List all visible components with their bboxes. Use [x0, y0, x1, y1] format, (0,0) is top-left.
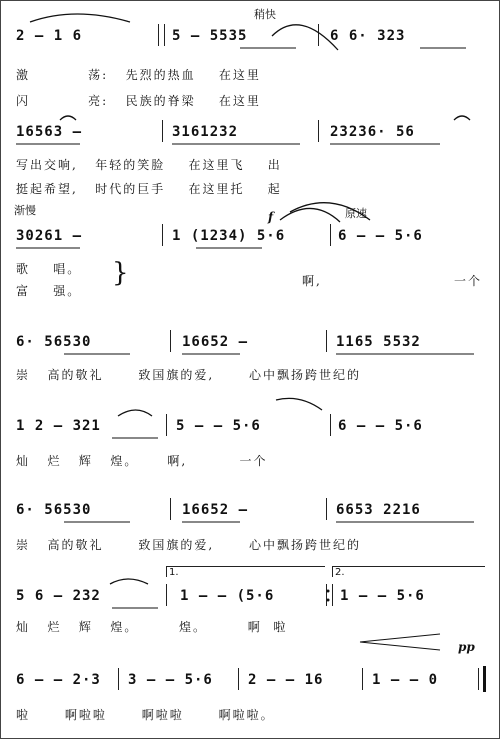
lyric-brace: } [112, 258, 129, 288]
row1-measure1: 2 – 1 6 [16, 28, 83, 44]
forte-marking: f [268, 210, 274, 224]
row8-measure3: 2 – – 16 [248, 672, 324, 688]
row2-measure1: 16563 – [16, 124, 83, 140]
row2-lyric2: 挺起希望, 时代的巨手 在这里托 起 [16, 182, 282, 196]
slower-marking: 渐慢 [14, 204, 36, 217]
row8-measure4: 1 – – 0 [372, 672, 439, 688]
row7-measure3: 1 – – 5·6 [340, 588, 425, 604]
row6-measure3: 6653 2216 [336, 502, 421, 518]
row3-measure2: 1 (1234) 5·6 [172, 228, 286, 244]
row3-lyric2: 富 强。 [16, 284, 82, 298]
row5-measure1: 1 2 – 321 [16, 418, 101, 434]
row3-lyric-yige: 一个 [454, 274, 483, 288]
row6-measure1: 6· 56530 [16, 502, 92, 518]
row4-measure1: 6· 56530 [16, 334, 92, 350]
row1-measure2: 5 – 5535 [172, 28, 248, 44]
row7-measure2: 1 – – (5·6 [180, 588, 275, 604]
row1-measure3: 6 6· 323 [330, 28, 406, 44]
row6-measure2: 16652 – [182, 502, 249, 518]
row4-measure2: 16652 – [182, 334, 249, 350]
original-tempo-marking: 原速 [345, 207, 367, 220]
row8-measure1: 6 – – 2·3 [16, 672, 101, 688]
row8-measure2: 3 – – 5·6 [128, 672, 213, 688]
row3-lyric-ah: 啊, [302, 274, 322, 288]
row6-lyric: 崇 高的敬礼 致国旗的爱, 心中飘扬跨世纪的 [16, 538, 362, 552]
second-ending-bracket: 2. [332, 566, 485, 577]
first-ending-bracket: 1. [166, 566, 325, 577]
row5-measure3: 6 – – 5·6 [338, 418, 423, 434]
row8-lyric: 啦 啊啦啦 啊啦啦 啊啦啦。 [16, 708, 275, 722]
row5-measure2: 5 – – 5·6 [176, 418, 261, 434]
row4-lyric: 崇 高的敬礼 致国旗的爱, 心中飘扬跨世纪的 [16, 368, 362, 382]
row2-measure2: 3161232 [172, 124, 239, 140]
row4-measure3: 1165 5532 [336, 334, 421, 350]
row2-lyric1: 写出交响, 年轻的笑脸 在这里飞 出 [16, 158, 282, 172]
pianissimo-marking: pp [458, 640, 475, 654]
row1-lyric1: 激 荡: 先烈的热血 在这里 [16, 68, 261, 82]
row1-lyric2: 闪 亮: 民族的脊梁 在这里 [16, 94, 261, 108]
row7-lyric: 灿 烂 辉 煌。 煌。 啊 啦 [16, 620, 288, 634]
row3-measure1: 30261 – [16, 228, 83, 244]
row3-lyric1: 歌 唱。 [16, 262, 82, 276]
row3-measure3: 6 – – 5·6 [338, 228, 423, 244]
row7-measure1: 5 6 – 232 [16, 588, 101, 604]
tempo-marking: 稍快 [254, 8, 276, 21]
row5-lyric: 灿 烂 辉 煌。 啊, 一个 [16, 454, 268, 468]
row2-measure3: 23236· 56 [330, 124, 415, 140]
